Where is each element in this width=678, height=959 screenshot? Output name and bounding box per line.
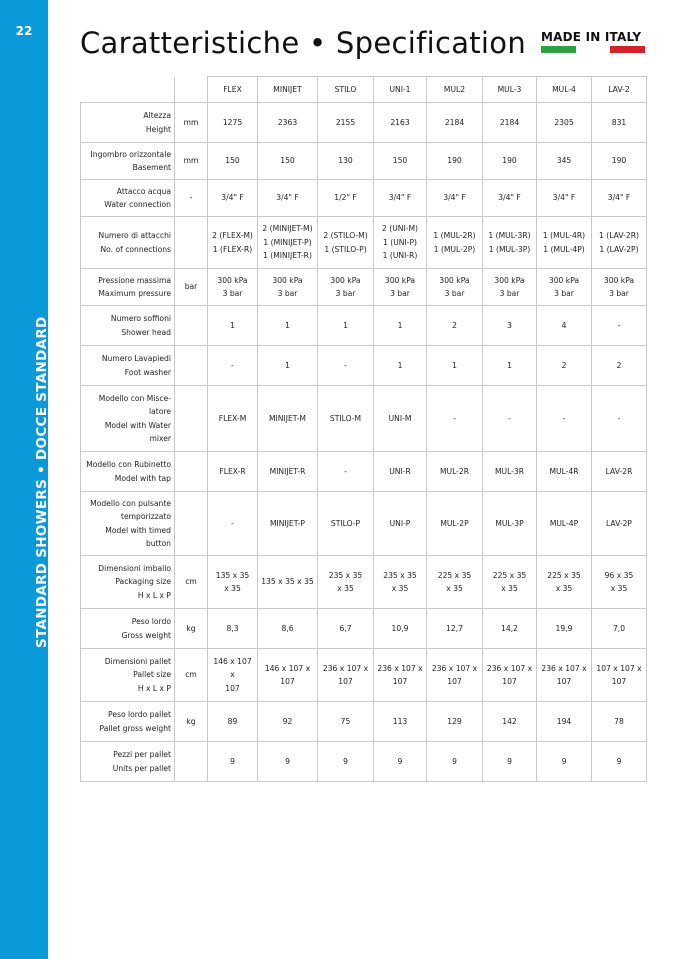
table-cell: 89 (208, 702, 258, 742)
table-cell: 190 (592, 143, 647, 180)
table-cell: 235 x 35 x 35 (318, 556, 374, 609)
table-cell: 3 (483, 306, 537, 346)
table-cell: 135 x 35 x 35 (258, 556, 318, 609)
table-cell: 2155 (318, 103, 374, 143)
table-cell: 235 x 35 x 35 (374, 556, 427, 609)
table-cell: 2 (STILO-M) 1 (STILO-P) (318, 217, 374, 269)
table-cell: 146 x 107 x 107 (258, 649, 318, 702)
table-cell: UNI-P (374, 492, 427, 556)
table-cell: - (483, 386, 537, 452)
table-cell: LAV-2P (592, 492, 647, 556)
table-cell: 150 (208, 143, 258, 180)
table-cell: 9 (318, 742, 374, 782)
table-cell: 1 (MUL-2R) 1 (MUL-2P) (427, 217, 483, 269)
table-row (81, 346, 647, 386)
table-cell: 3/4" F (427, 180, 483, 217)
table-cell: 1 (374, 306, 427, 346)
row-label: Numero soffioni Shower head (81, 306, 175, 346)
table-cell: 300 kPa 3 bar (592, 269, 647, 306)
table-cell: 225 x 35 x 35 (427, 556, 483, 609)
table-cell: 12,7 (427, 609, 483, 649)
specification-table (80, 76, 647, 782)
table-cell: 2163 (374, 103, 427, 143)
table-cell: MUL-4R (537, 452, 592, 492)
table-cell: 78 (592, 702, 647, 742)
row-unit: - (175, 180, 208, 217)
section-label: STANDARD SHOWERS • DOCCE STANDARD (34, 316, 50, 648)
table-cell: 10,9 (374, 609, 427, 649)
table-cell: STILO-P (318, 492, 374, 556)
table-cell: 8,6 (258, 609, 318, 649)
column-header: FLEX (208, 77, 258, 103)
row-label: Dimensioni imballo Packaging size H x L x P (81, 556, 175, 609)
column-header: MUL-3 (483, 77, 537, 103)
table-cell: 2 (MINIJET-M) 1 (MINIJET-P) 1 (MINIJET-R) (258, 217, 318, 269)
row-unit (175, 452, 208, 492)
table-cell: MINIJET-R (258, 452, 318, 492)
table-cell: 146 x 107 x 107 (208, 649, 258, 702)
table-cell: 3/4" F (374, 180, 427, 217)
table-cell: 1 (374, 346, 427, 386)
flag-stripe-green (541, 46, 576, 53)
table-cell: STILO-M (318, 386, 374, 452)
row-unit: mm (175, 103, 208, 143)
table-cell: 225 x 35 x 35 (537, 556, 592, 609)
table-cell: MUL-2P (427, 492, 483, 556)
table-cell: 1 (483, 346, 537, 386)
table-cell: 9 (258, 742, 318, 782)
flag-stripe-red (610, 46, 645, 53)
table-cell: 2 (592, 346, 647, 386)
table-cell: 9 (537, 742, 592, 782)
table-cell: - (318, 346, 374, 386)
table-row (81, 609, 647, 649)
row-unit (175, 217, 208, 269)
row-unit (175, 346, 208, 386)
side-bar (0, 0, 48, 959)
made-in-italy-text: MADE IN ITALY (541, 30, 642, 44)
table-cell: 236 x 107 x 107 (537, 649, 592, 702)
row-label: Pressione massima Maximum pressure (81, 269, 175, 306)
row-unit (175, 742, 208, 782)
made-in-italy-badge (541, 30, 645, 53)
table-cell: 9 (208, 742, 258, 782)
table-cell: 236 x 107 x 107 (318, 649, 374, 702)
table-cell: 190 (483, 143, 537, 180)
table-cell: - (537, 386, 592, 452)
table-cell: 345 (537, 143, 592, 180)
table-row (81, 386, 647, 452)
table-cell: 3/4" F (537, 180, 592, 217)
table-row (81, 217, 647, 269)
row-unit (175, 306, 208, 346)
table-cell: - (592, 386, 647, 452)
table-cell: 3/4" F (258, 180, 318, 217)
table-cell: 300 kPa 3 bar (427, 269, 483, 306)
page-number: 22 (15, 24, 33, 38)
column-header: MUL2 (427, 77, 483, 103)
row-unit (175, 386, 208, 452)
table-cell: 1 (MUL-4R) 1 (MUL-4P) (537, 217, 592, 269)
row-label: Modello con Misce- latore Model with Water mixer (81, 386, 175, 452)
table-cell: 6,7 (318, 609, 374, 649)
table-cell: 107 x 107 x 107 (592, 649, 647, 702)
table-cell: 194 (537, 702, 592, 742)
table-cell: MUL-3P (483, 492, 537, 556)
table-cell: 1 (MUL-3R) 1 (MUL-3P) (483, 217, 537, 269)
table-row (81, 702, 647, 742)
table-cell: LAV-2R (592, 452, 647, 492)
table-row (81, 143, 647, 180)
table-header-row (81, 77, 647, 103)
table-cell: 96 x 35 x 35 (592, 556, 647, 609)
table-cell: 2 (537, 346, 592, 386)
table-cell: 92 (258, 702, 318, 742)
row-label: Modello con Rubinetto Model with tap (81, 452, 175, 492)
row-label: Modello con pulsante temporizzato Model with timed button (81, 492, 175, 556)
table-cell: MUL-2R (427, 452, 483, 492)
table-cell: UNI-M (374, 386, 427, 452)
row-unit: cm (175, 649, 208, 702)
table-cell: - (208, 492, 258, 556)
table-cell: 129 (427, 702, 483, 742)
table-cell: - (318, 452, 374, 492)
table-cell: 300 kPa 3 bar (208, 269, 258, 306)
table-cell: 190 (427, 143, 483, 180)
column-header: STILO (318, 77, 374, 103)
row-label: Attacco acqua Water connection (81, 180, 175, 217)
table-cell: 2 (UNI-M) 1 (UNI-P) 1 (UNI-R) (374, 217, 427, 269)
row-label: Peso lordo pallet Pallet gross weight (81, 702, 175, 742)
table-cell: 2 (FLEX-M) 1 (FLEX-R) (208, 217, 258, 269)
table-row (81, 649, 647, 702)
table-cell: 4 (537, 306, 592, 346)
table-cell: - (427, 386, 483, 452)
row-unit (175, 492, 208, 556)
column-header: MUL-4 (537, 77, 592, 103)
table-cell: 1 (258, 346, 318, 386)
row-unit: cm (175, 556, 208, 609)
table-cell: 9 (592, 742, 647, 782)
row-label: Dimensioni pallet Pallet size H x L x P (81, 649, 175, 702)
table-cell: 236 x 107 x 107 (374, 649, 427, 702)
italian-flag-icon (541, 46, 645, 53)
table-cell: 1275 (208, 103, 258, 143)
page-title: Caratteristiche • Specification (80, 26, 527, 60)
table-cell: FLEX-R (208, 452, 258, 492)
table-cell: MINIJET-M (258, 386, 318, 452)
table-cell: - (208, 346, 258, 386)
table-cell: 1 (208, 306, 258, 346)
table-cell: 831 (592, 103, 647, 143)
table-row (81, 556, 647, 609)
table-row (81, 269, 647, 306)
table-cell: 142 (483, 702, 537, 742)
table-cell: 300 kPa 3 bar (537, 269, 592, 306)
table-row (81, 492, 647, 556)
table-cell: 236 x 107 x 107 (483, 649, 537, 702)
table-cell: 2363 (258, 103, 318, 143)
table-cell: MUL-4P (537, 492, 592, 556)
row-unit: mm (175, 143, 208, 180)
table-cell: 150 (374, 143, 427, 180)
column-header: LAV-2 (592, 77, 647, 103)
table-cell: 14,2 (483, 609, 537, 649)
table-cell: 8,3 (208, 609, 258, 649)
flag-stripe-white (576, 46, 611, 53)
table-row (81, 180, 647, 217)
row-label: Numero di attacchi No. of connections (81, 217, 175, 269)
row-label: Ingombro orizzontale Basement (81, 143, 175, 180)
table-cell: 1/2" F (318, 180, 374, 217)
header-blank (81, 77, 175, 103)
table-cell: 1 (427, 346, 483, 386)
table-cell: 225 x 35 x 35 (483, 556, 537, 609)
table-row (81, 452, 647, 492)
table-cell: 1 (318, 306, 374, 346)
table-row (81, 742, 647, 782)
table-cell: 150 (258, 143, 318, 180)
row-unit: kg (175, 702, 208, 742)
table-cell: 300 kPa 3 bar (318, 269, 374, 306)
row-label: Pezzi per pallet Units per pallet (81, 742, 175, 782)
table-cell: 3/4" F (592, 180, 647, 217)
table-cell: 9 (427, 742, 483, 782)
table-row (81, 103, 647, 143)
table-cell: 3/4" F (483, 180, 537, 217)
table-cell: 236 x 107 x 107 (427, 649, 483, 702)
table-cell: 1 (LAV-2R) 1 (LAV-2P) (592, 217, 647, 269)
table-cell: 1 (258, 306, 318, 346)
table-cell: 2184 (483, 103, 537, 143)
row-label: Peso lordo Gross weight (81, 609, 175, 649)
table-cell: 300 kPa 3 bar (483, 269, 537, 306)
row-label: Numero Lavapiedi Foot washer (81, 346, 175, 386)
table-cell: UNI-R (374, 452, 427, 492)
row-unit: bar (175, 269, 208, 306)
table-cell: 9 (374, 742, 427, 782)
table-cell: 130 (318, 143, 374, 180)
table-cell: MINIJET-P (258, 492, 318, 556)
table-cell: 300 kPa 3 bar (258, 269, 318, 306)
table-cell: 9 (483, 742, 537, 782)
table-cell: 2 (427, 306, 483, 346)
table-cell: 300 kPa 3 bar (374, 269, 427, 306)
table-cell: - (592, 306, 647, 346)
table-cell: 75 (318, 702, 374, 742)
table-cell: 2305 (537, 103, 592, 143)
row-unit: kg (175, 609, 208, 649)
table-cell: 135 x 35 x 35 (208, 556, 258, 609)
table-cell: 113 (374, 702, 427, 742)
table-cell: FLEX-M (208, 386, 258, 452)
table-cell: MUL-3R (483, 452, 537, 492)
column-header: UNI-1 (374, 77, 427, 103)
column-header: MINIJET (258, 77, 318, 103)
table-cell: 3/4" F (208, 180, 258, 217)
table-row (81, 306, 647, 346)
row-label: Altezza Height (81, 103, 175, 143)
table-cell: 19,9 (537, 609, 592, 649)
table-cell: 2184 (427, 103, 483, 143)
header-blank-unit (175, 77, 208, 103)
table-cell: 7,0 (592, 609, 647, 649)
